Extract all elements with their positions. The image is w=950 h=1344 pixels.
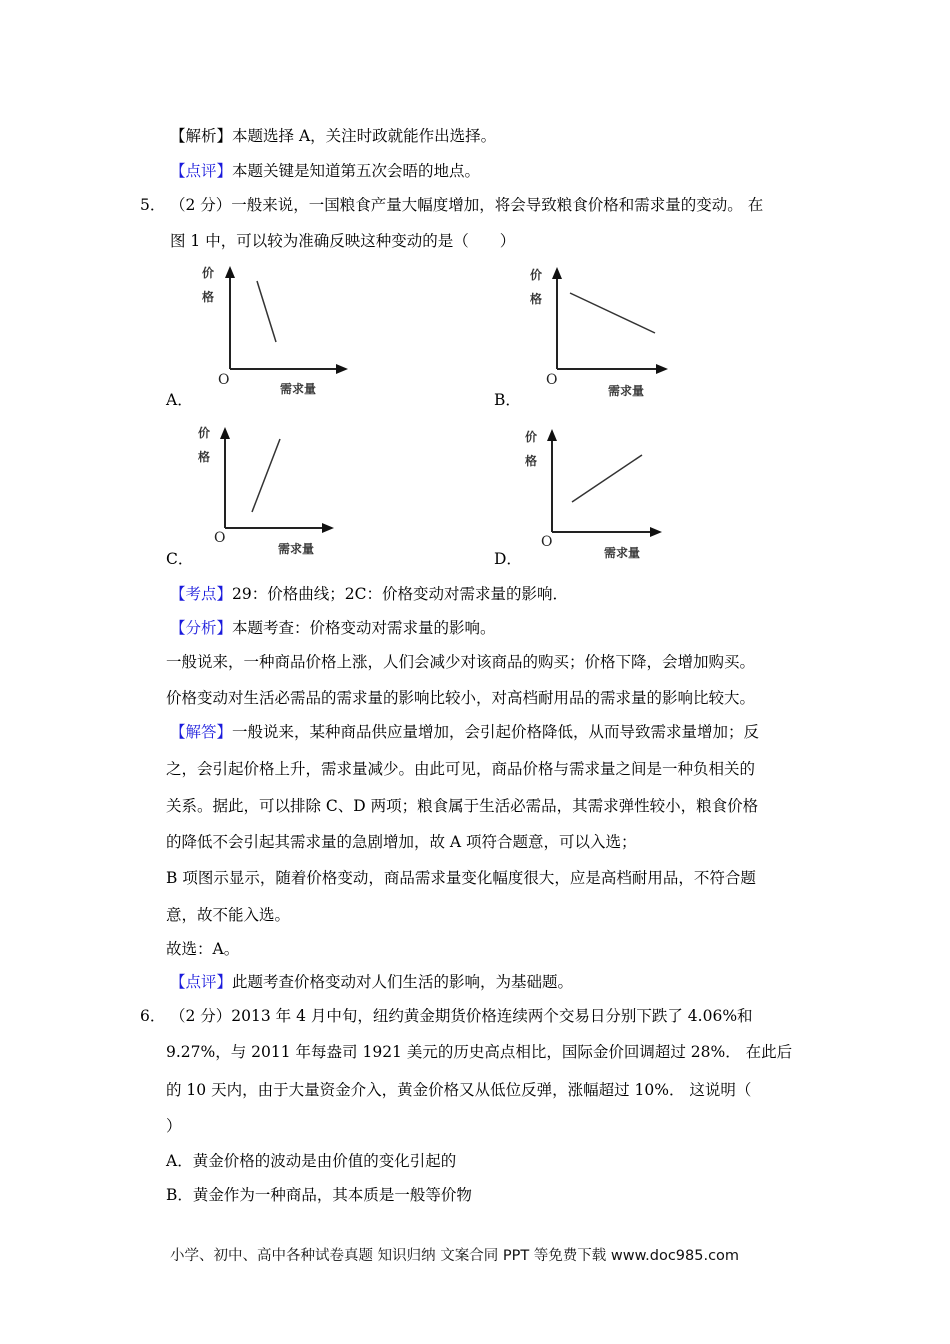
comment-tag: 【点评】 — [170, 162, 233, 180]
y-label-2: 格 — [530, 292, 543, 306]
y-label-2: 格 — [525, 454, 538, 468]
analysis-text: 本题选择 A，关注时政就能作出选择。 — [232, 127, 497, 145]
option-letter-d: D． — [494, 550, 522, 568]
jieda-line-1 — [170, 722, 759, 742]
option-letter-c: C． — [166, 550, 194, 568]
fenxi-line — [170, 618, 496, 638]
demand-curve — [570, 293, 655, 333]
y-label-2: 格 — [198, 450, 211, 464]
q6-option-a: A．黄金价格的波动是由价值的变化引起的 — [166, 1152, 457, 1170]
x-axis-arrow — [322, 523, 334, 533]
x-axis-arrow — [650, 527, 662, 537]
origin-label: O — [541, 534, 553, 550]
y-axis-arrow — [220, 427, 230, 439]
x-label: 需求量 — [280, 382, 317, 396]
y-axis-arrow — [552, 267, 562, 279]
option-letter-b: B． — [494, 391, 521, 409]
y-axis-arrow — [225, 266, 235, 278]
jieda-text-1: 一般说来，某种商品供应量增加，会引起价格降低，从而导致需求量增加；反 — [232, 723, 760, 741]
y-label-1: 价 — [198, 426, 211, 440]
y-label-1: 价 — [525, 430, 538, 444]
comment-line — [170, 161, 480, 181]
x-label: 需求量 — [278, 542, 315, 556]
y-axis-arrow — [547, 429, 557, 441]
option-letter-a: A． — [166, 391, 193, 409]
q5-stem-line-1: （2 分）一般来说，一国粮食产量大幅度增加，将会导致粮食价格和需求量的变动。 在 — [170, 196, 764, 214]
q5-comment-line — [170, 972, 573, 992]
jieda-line-4: 的降低不会引起其需求量的急剧增加，故 A 项符合题意，可以入选； — [166, 833, 637, 851]
x-axis-arrow — [656, 364, 668, 374]
analysis-tag: 【解析】 — [170, 127, 233, 145]
q6-stem-line-4: ） — [166, 1117, 182, 1135]
question-number-6: 6． — [140, 1007, 166, 1025]
jieda-line-3: 关系。据此，可以排除 C、D 两项；粮食属于生活必需品，其需求弹性较小，粮食价格 — [166, 797, 759, 815]
demand-curve — [252, 439, 280, 512]
graph-b — [508, 262, 658, 412]
analysis-line — [170, 126, 496, 146]
kaodian-tag: 【考点】 — [170, 585, 233, 603]
q6-stem-line-3: 的 10 天内，由于大量资金介入，黄金价格又从低位反弹，涨幅超过 10%． 这说明（ — [166, 1081, 752, 1099]
demand-curve — [572, 455, 642, 502]
q5-stem-line-2: 图 1 中，可以较为准确反映这种变动的是（ ） — [170, 232, 516, 250]
jieda-line-6: 意，故不能入选。 — [166, 906, 291, 924]
graph-d — [504, 424, 654, 574]
answer-line: 故选：A。 — [166, 940, 240, 958]
origin-label: O — [214, 530, 226, 546]
question-number-5: 5． — [140, 196, 166, 214]
x-label: 需求量 — [604, 546, 641, 560]
graph-c — [176, 422, 326, 572]
jieda-line-2: 之，会引起价格上升，需求量减少。由此可见，商品价格与需求量之间是一种负相关的 — [166, 760, 756, 778]
fenxi-paragraph-1: 一般说来，一种商品价格上涨，人们会减少对该商品的购买；价格下降，会增加购买。 — [166, 653, 756, 671]
jieda-tag: 【解答】 — [170, 723, 233, 741]
x-label: 需求量 — [608, 384, 645, 398]
graph-a — [180, 262, 330, 412]
y-label-2: 格 — [202, 290, 215, 304]
fenxi-text: 本题考查：价格变动对需求量的影响。 — [232, 619, 496, 637]
q5-comment-tag: 【点评】 — [170, 973, 233, 991]
page-footer: 小学、初中、高中各种试卷真题 知识归纳 文案合同 PPT 等免费下载 www.doc985.com — [170, 1248, 740, 1264]
demand-curve — [257, 281, 276, 342]
origin-label: O — [546, 372, 558, 388]
kaodian-text: 29：价格曲线；2C：价格变动对需求量的影响． — [232, 585, 568, 603]
q6-stem-line-1: （2 分）2013 年 4 月中旬，纽约黄金期货价格连续两个交易日分别下跌了 4.06%和 — [170, 1007, 753, 1025]
comment-text: 本题关键是知道第五次会晤的地点。 — [232, 162, 481, 180]
jieda-line-5: B 项图示显示，随着价格变动，商品需求量变化幅度很大，应是高档耐用品，不符合题 — [166, 869, 756, 887]
fenxi-paragraph-2: 价格变动对生活必需品的需求量的影响比较小，对高档耐用品的需求量的影响比较大。 — [166, 689, 756, 707]
fenxi-tag: 【分析】 — [170, 619, 233, 637]
q6-option-b: B．黄金作为一种商品，其本质是一般等价物 — [166, 1186, 472, 1204]
q6-stem-line-2: 9.27%，与 2011 年每盎司 1921 美元的历史高点相比，国际金价回调超过 28%． 在此后 — [166, 1043, 793, 1061]
origin-label: O — [218, 372, 230, 388]
y-label-1: 价 — [530, 268, 543, 282]
q5-comment-text: 此题考查价格变动对人们生活的影响，为基础题。 — [232, 973, 574, 991]
y-label-1: 价 — [202, 266, 215, 280]
x-axis-arrow — [336, 364, 348, 374]
kaodian-line — [170, 584, 568, 604]
